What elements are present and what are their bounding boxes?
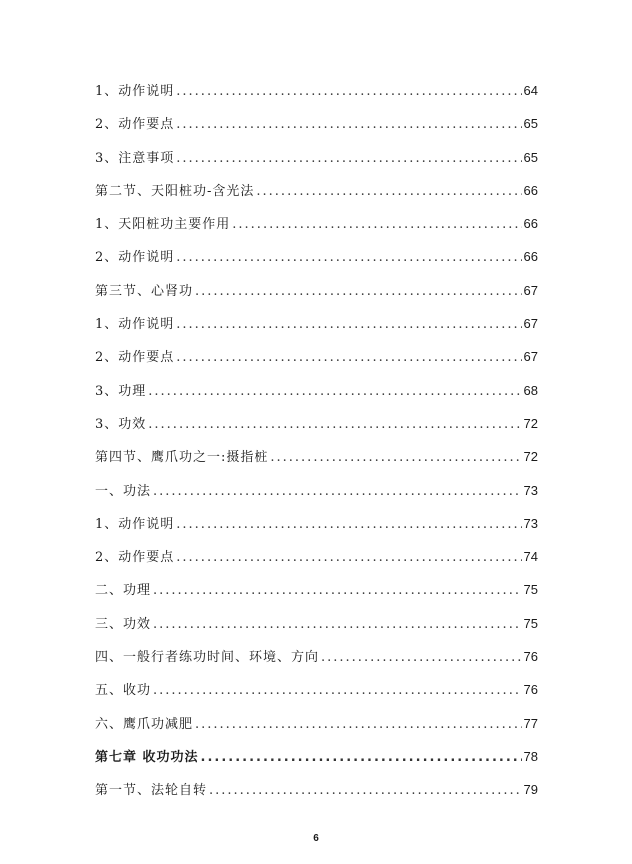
toc-leader-dots: [201, 750, 522, 765]
toc-leader-dots: [176, 517, 521, 532]
toc-leader-dots: [195, 284, 522, 299]
toc-entry[interactable]: [95, 246, 538, 279]
toc-entry-page: 77: [523, 715, 538, 731]
toc-leader-dots: [153, 583, 522, 598]
toc-entry[interactable]: [95, 646, 538, 679]
toc-entry[interactable]: [95, 513, 538, 546]
toc-leader-dots: [176, 317, 521, 332]
toc-leader-dots: [176, 550, 521, 565]
toc-entry-page: 66: [523, 216, 538, 232]
toc-leader-dots: [270, 450, 521, 465]
page-number: 6: [313, 833, 319, 844]
toc-leader-dots: [153, 617, 522, 632]
toc-entry-title: 第一节、法轮自转: [95, 783, 208, 799]
toc-entry-title: 2、动作要点: [95, 117, 175, 133]
toc-entry-page: 67: [523, 282, 538, 298]
toc-entry-page: 66: [523, 249, 538, 265]
toc-entry-page: 68: [523, 382, 538, 398]
toc-leader-dots: [153, 484, 522, 499]
toc-entry-title: 第七章 收功功法: [95, 749, 199, 765]
toc-entry[interactable]: [95, 313, 538, 346]
toc-entry[interactable]: [95, 779, 538, 812]
toc-entry-title: 五、收功: [95, 683, 152, 699]
toc-entry-page: 67: [523, 316, 538, 332]
toc-entry-page: 78: [523, 748, 538, 764]
toc-entry-title: 3、功效: [95, 416, 147, 432]
toc-entry-title: 第三节、心肾功: [95, 283, 194, 299]
toc-entry-title: 六、鹰爪功减肥: [95, 716, 194, 732]
toc-leader-dots: [176, 250, 521, 265]
toc-entry[interactable]: [95, 446, 538, 479]
toc-entry[interactable]: [95, 280, 538, 313]
toc-entry-page: 79: [523, 782, 538, 798]
toc-entry[interactable]: [95, 180, 538, 213]
toc-entry-title: 三、功效: [95, 616, 152, 632]
toc-entry[interactable]: [95, 480, 538, 513]
toc-entry-page: 76: [523, 649, 538, 665]
toc-entry-page: 72: [523, 415, 538, 431]
toc-entry-title: 1、动作说明: [95, 516, 175, 532]
toc-leader-dots: [148, 417, 521, 432]
toc-entry-page: 76: [523, 682, 538, 698]
toc-leader-dots: [195, 717, 522, 732]
toc-entry-page: 65: [523, 116, 538, 132]
toc-leader-dots: [209, 783, 522, 798]
toc-entry-title: 2、动作要点: [95, 350, 175, 366]
toc-entry[interactable]: [95, 213, 538, 246]
table-of-contents: [95, 80, 538, 813]
toc-entry[interactable]: [95, 147, 538, 180]
toc-leader-dots: [176, 350, 521, 365]
toc-entry[interactable]: [95, 613, 538, 646]
toc-entry[interactable]: [95, 413, 538, 446]
toc-leader-dots: [176, 117, 521, 132]
toc-entry-page: 67: [523, 349, 538, 365]
toc-entry[interactable]: [95, 546, 538, 579]
toc-entry-title: 2、动作说明: [95, 250, 175, 266]
toc-leader-dots: [256, 184, 521, 199]
toc-entry-page: 73: [523, 482, 538, 498]
toc-entry[interactable]: [95, 679, 538, 712]
toc-entry-page: 65: [523, 149, 538, 165]
toc-entry-page: 64: [523, 83, 538, 98]
toc-entry-title: 2、动作要点: [95, 550, 175, 566]
toc-entry-page: 73: [523, 515, 538, 531]
toc-entry-title: 一、功法: [95, 483, 152, 499]
toc-entry[interactable]: [95, 380, 538, 413]
toc-entry-title: 第四节、鹰爪功之一:摄指桩: [95, 450, 269, 466]
toc-entry-title: 3、注意事项: [95, 150, 175, 166]
toc-entry-page: 66: [523, 182, 538, 198]
toc-entry-page: 75: [523, 615, 538, 631]
toc-leader-dots: [232, 217, 521, 232]
toc-leader-dots: [153, 683, 522, 698]
toc-entry-title: 3、功理: [95, 383, 147, 399]
toc-entry-page: 72: [523, 449, 538, 465]
toc-entry[interactable]: [95, 346, 538, 379]
toc-entry[interactable]: [95, 113, 538, 146]
toc-entry[interactable]: [95, 746, 538, 779]
toc-leader-dots: [176, 151, 521, 166]
toc-entry[interactable]: [95, 579, 538, 612]
toc-leader-dots: [321, 650, 522, 665]
toc-entry-title: 第二节、天阳桩功-含光法: [95, 183, 255, 199]
toc-entry-title: 1、动作说明: [95, 84, 175, 99]
toc-entry-title: 四、一般行者练功时间、环境、方向: [95, 650, 320, 666]
toc-entry-page: 75: [523, 582, 538, 598]
toc-entry[interactable]: [95, 713, 538, 746]
toc-entry-title: 二、功理: [95, 583, 152, 599]
toc-leader-dots: [148, 384, 521, 399]
toc-entry-title: 1、动作说明: [95, 317, 175, 333]
toc-entry[interactable]: [95, 80, 538, 113]
toc-entry-page: 74: [523, 549, 538, 565]
toc-entry-title: 1、天阳桩功主要作用: [95, 217, 231, 233]
toc-leader-dots: [176, 84, 521, 99]
